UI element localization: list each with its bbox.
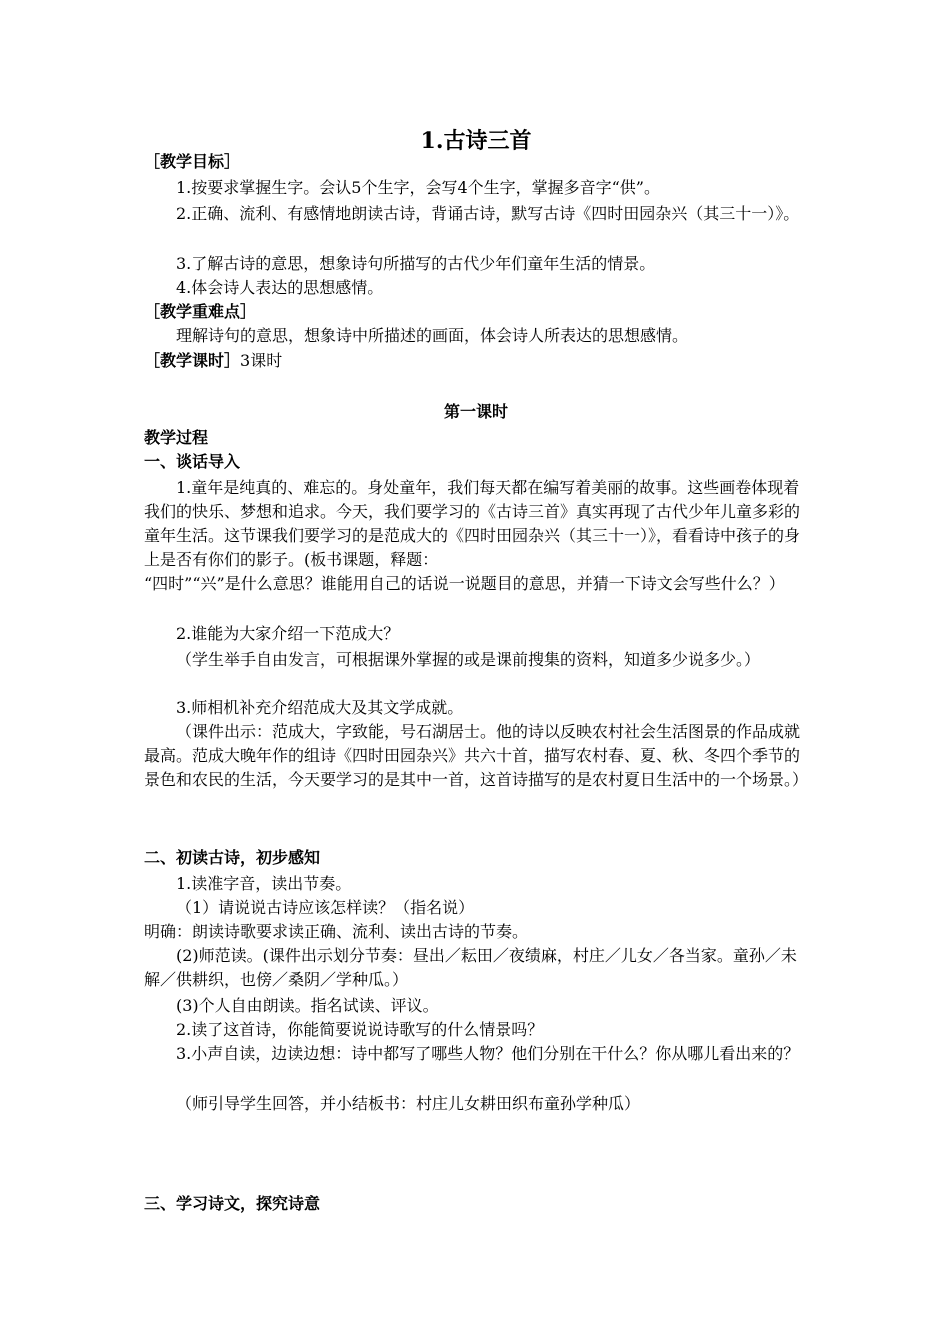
objective-item-3: 3.了解古诗的意思，想象诗句所描写的古代少年们童年生活的情景。 [176,254,656,273]
section2-paragraph-3: 明确：朗读诗歌要求读正确、流利、读出古诗的节奏。 [144,922,529,941]
section2-paragraph-1: 1.读准字音，读出节奏。 [176,874,352,893]
objective-item-4: 4.体会诗人表达的思想感情。 [176,278,384,297]
section3-heading: 三、学习诗文，探究诗意 [144,1194,321,1213]
section1-paragraph-2: 2.谁能为大家介绍一下范成大？ [176,624,400,643]
section2-heading: 二、初读古诗，初步感知 [144,848,321,867]
hours-value: 3课时 [240,351,283,370]
section2-paragraph-6: 2.读了这首诗，你能简要说说诗歌写的什么情景吗？ [176,1020,544,1039]
objectives-heading: ［教学目标］ [144,152,241,171]
objective-item-1: 1.按要求掌握生字。会认5个生字，会写4个生字，掌握多音字“供”。 [176,178,660,197]
section1-paragraph-1: 1.童年是纯真的、难忘的。身处童年，我们每天都在编写着美丽的故事。这些画卷体现着我们的快乐、梦想和追求。今天，我们要学习的《古诗三首》真实再现了古代少年儿童多彩的童年生活。这节课我们要学习的是范成大的《四时田园杂兴（其三十一）》，看看诗中孩子的身上是否有你们的影子。(板书课题，释题： [144,478,801,569]
document-title: 1.古诗三首 [420,128,532,154]
difficulty-heading: ［教学重难点］ [144,302,257,321]
hours-heading: ［教学课时］ [144,351,241,370]
lesson-title: 第一课时 [443,402,508,421]
section1-paragraph-3: （学生举手自由发言，可根据课外掌握的或是课前搜集的资料，知道多少说多少。） [176,650,761,669]
section2-paragraph-2: （1）请说说古诗应该怎样读？（指名说） [176,898,475,917]
section2-paragraph-7: 3.小声自读，边读边想：诗中都写了哪些人物？他们分别在干什么？你从哪儿看出来的？ [176,1044,800,1063]
section2-paragraph-4: (2)师范读。(课件出示划分节奏：昼出／耘田／夜绩麻，村庄／儿女／各当家。童孙／未解／供耕织，也傍／桑阴／学种瓜。） [144,946,797,989]
difficulty-text: 理解诗句的意思，想象诗中所描述的画面，体会诗人所表达的思想感情。 [176,326,689,345]
section1-paragraph-4: 3.师相机补充介绍范成大及其文学成就。 [176,698,464,717]
section2-paragraph-5: (3)个人自由朗读。指名试读、评议。 [176,996,439,1015]
section1-paragraph-1b: “四时”“兴”是什么意思？谁能用自己的话说一说题目的意思，并猜一下诗文会写些什么？） [144,574,785,593]
section1-paragraph-5: （课件出示：范成大，字致能，号石湖居士。他的诗以反映农村社会生活图景的作品成就最高。范成大晚年作的组诗《四时田园杂兴》共六十首，描写农村春、夏、秋、冬四个季节的景色和农民的生活，今天要学习的是其中一首，这首诗描写的是农村夏日生活中的一个场景。） [144,722,809,789]
objective-item-2: 2.正确、流利、有感情地朗读古诗，背诵古诗，默写古诗《四时田园杂兴（其三十一）》。 [176,204,800,223]
section2-paragraph-8: （师引导学生回答，并小结板书：村庄儿女耕田织布童孙学种瓜） [176,1094,641,1113]
hours-line [144,349,808,373]
process-heading: 教学过程 [144,428,209,447]
section1-heading: 一、谈话导入 [144,452,241,471]
